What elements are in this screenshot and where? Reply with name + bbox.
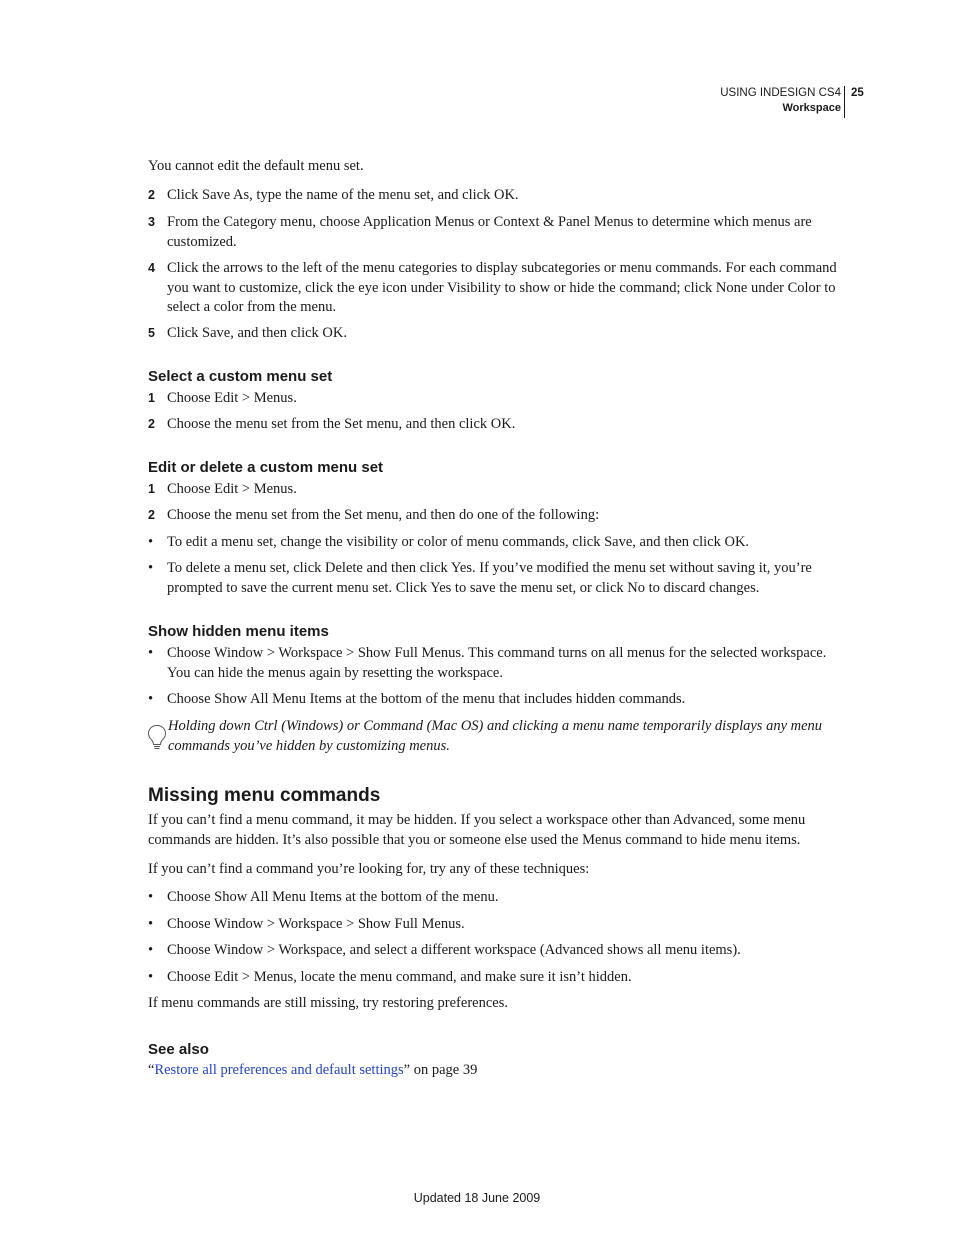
footer-updated-date: Updated 18 June 2009: [413, 1191, 541, 1205]
page-reference: ” on page 39: [403, 1062, 478, 1078]
header-title: USING INDESIGN CS4: [720, 87, 841, 99]
step-text: Click Save, and then click OK.: [167, 325, 347, 341]
open-quote: “: [148, 1062, 155, 1078]
heading-missing-menu-commands: Missing menu commands: [148, 785, 381, 806]
step-text: Choose the menu set from the Set menu, and then click OK.: [167, 416, 516, 432]
bullet-icon: •: [148, 969, 154, 985]
running-header: [720, 86, 841, 116]
step-number: 1: [148, 391, 155, 405]
bullet-text: Choose Show All Menu Items at the bottom of the menu that includes hidden commands.: [167, 691, 686, 707]
header-section: Workspace: [782, 102, 841, 114]
bullet-icon: •: [148, 942, 154, 958]
page-number: 25: [851, 87, 864, 99]
step-text: Choose the menu set from the Set menu, and then do one of the following:: [167, 507, 600, 523]
bullet-text: Choose Window > Workspace > Show Full Menus. This command turns on all menus for the selected workspace. You can hide the menus again by resetting the workspace.: [167, 645, 827, 681]
step-number: 2: [148, 508, 155, 522]
bullet-icon: •: [148, 645, 154, 661]
step-number: 4: [148, 261, 155, 275]
restore-preferences-link[interactable]: Restore all preferences and default settings: [154, 1062, 404, 1078]
step-number: 3: [148, 215, 155, 229]
heading-edit-delete-menu-set: Edit or delete a custom menu set: [148, 459, 384, 476]
bullet-text: To edit a menu set, change the visibility or color of menu commands, click Save, and then click OK.: [167, 534, 750, 550]
step-number: 1: [148, 482, 155, 496]
body-paragraph: If you can’t find a menu command, it may be hidden. If you select a workspace other than Advanced, some menu commands are hidden. It’s also possible that you or someone else used the Menus command to hide menu items.: [148, 812, 806, 848]
intro-text: You cannot edit the default menu set.: [148, 158, 364, 174]
bullet-text: To delete a menu set, click Delete and then click Yes. If you’ve modified the menu set without saving it, you’re prompted to save the current menu set. Click Yes to save the menu set, or click No to discard changes.: [167, 560, 812, 596]
bullet-icon: •: [148, 691, 154, 707]
heading-select-custom-menu-set: Select a custom menu set: [148, 368, 333, 385]
see-also-reference: [148, 1061, 840, 1081]
header-divider: [844, 86, 845, 118]
bullet-text: Choose Window > Workspace, and select a different workspace (Advanced shows all menu items).: [167, 942, 741, 958]
bullet-icon: •: [148, 560, 154, 576]
bullet-text: Choose Show All Menu Items at the bottom of the menu.: [167, 889, 499, 905]
tip-text: Holding down Ctrl (Windows) or Command (Mac OS) and clicking a menu name temporarily displays any menu commands you’ve hidden by customizing menus.: [168, 718, 823, 754]
bullet-icon: •: [148, 916, 154, 932]
bullet-icon: •: [148, 889, 154, 905]
step-text: Choose Edit > Menus.: [167, 481, 297, 497]
step-text: Click the arrows to the left of the menu categories to display subcategories or menu commands. For each command you want to customize, click the eye icon under Visibility to show or hide the command; click None under Color to select a color from the menu.: [167, 260, 837, 315]
bullet-text: Choose Edit > Menus, locate the menu command, and make sure it isn’t hidden.: [167, 969, 632, 985]
step-number: 2: [148, 188, 155, 202]
step-number: 5: [148, 326, 155, 340]
step-number: 2: [148, 417, 155, 431]
body-paragraph: If you can’t find a command you’re looking for, try any of these techniques:: [148, 861, 590, 877]
step-text: Click Save As, type the name of the menu set, and click OK.: [167, 187, 519, 203]
body-paragraph: If menu commands are still missing, try restoring preferences.: [148, 995, 508, 1011]
step-text: From the Category menu, choose Application Menus or Context & Panel Menus to determine which menus are customized.: [167, 214, 812, 250]
bullet-icon: •: [148, 534, 154, 550]
lightbulb-icon: [147, 724, 167, 752]
step-text: Choose Edit > Menus.: [167, 390, 297, 406]
heading-show-hidden-menu-items: Show hidden menu items: [148, 623, 329, 640]
bullet-text: Choose Window > Workspace > Show Full Menus.: [167, 916, 465, 932]
heading-see-also: See also: [148, 1041, 209, 1058]
